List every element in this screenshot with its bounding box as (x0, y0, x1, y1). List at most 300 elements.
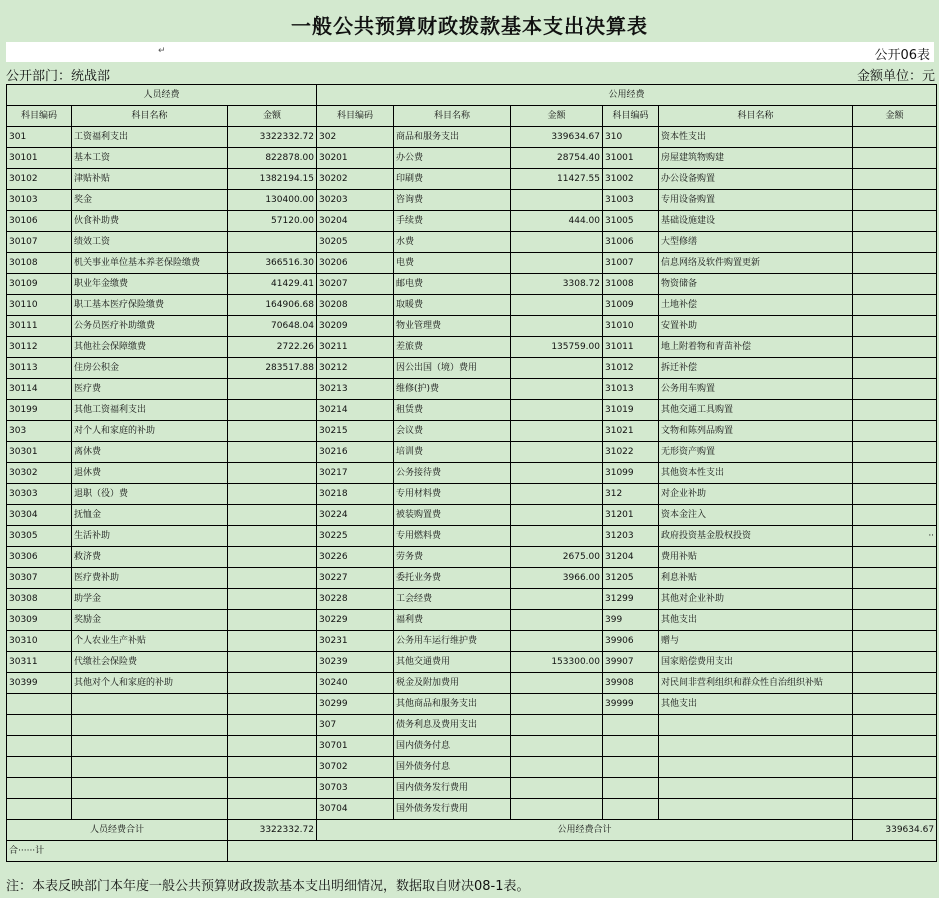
cell-amount (511, 610, 603, 631)
cell-code: 39908 (603, 673, 659, 694)
col-amount-header: 金额 (228, 106, 317, 127)
table-row (7, 421, 937, 442)
cell-name: 差旅费 (394, 337, 511, 358)
cell-amount (853, 589, 937, 610)
cell-code (7, 778, 72, 799)
table-row (7, 715, 937, 736)
cell-code: 30702 (317, 757, 394, 778)
cell-amount (853, 127, 937, 148)
cell-name: 专用燃料费 (394, 526, 511, 547)
cell-code: 30201 (317, 148, 394, 169)
cell-code: 30304 (7, 505, 72, 526)
cell-amount (228, 568, 317, 589)
cell-code: 30112 (7, 337, 72, 358)
cell-amount (511, 421, 603, 442)
cell-code: 30206 (317, 253, 394, 274)
table-row (7, 316, 937, 337)
cell-amount: 11427.55 (511, 169, 603, 190)
unit-label: 金额单位：元 (856, 69, 935, 84)
cell-amount (511, 190, 603, 211)
cell-amount (511, 505, 603, 526)
cell-amount (228, 652, 317, 673)
cell-code: 31001 (603, 148, 659, 169)
cell-name: 政府投资基金股权投资 (659, 526, 853, 547)
table-row (7, 505, 937, 526)
table-row (7, 400, 937, 421)
cell-amount (511, 778, 603, 799)
table-row (7, 274, 937, 295)
col-code-header: 科目编码 (7, 106, 72, 127)
cell-amount (228, 379, 317, 400)
table-row (7, 526, 937, 547)
cell-name: 文物和陈列品购置 (659, 421, 853, 442)
cell-code: 30216 (317, 442, 394, 463)
cell-name: 专用设备购置 (659, 190, 853, 211)
cell-name: 培训费 (394, 442, 511, 463)
cell-name (72, 757, 228, 778)
cell-code: 30239 (317, 652, 394, 673)
cell-name: 工会经费 (394, 589, 511, 610)
cell-code: 30212 (317, 358, 394, 379)
grand-total-value (228, 841, 937, 862)
cell-code: 30214 (317, 400, 394, 421)
cell-name: 咨询费 (394, 190, 511, 211)
cell-amount (228, 757, 317, 778)
cell-code: 30113 (7, 358, 72, 379)
cell-name: 无形资产购置 (659, 442, 853, 463)
cell-amount (228, 505, 317, 526)
table-row (7, 610, 937, 631)
cell-name: 物资储备 (659, 274, 853, 295)
cell-amount (228, 463, 317, 484)
cell-name: 其他交通工具购置 (659, 400, 853, 421)
cell-amount (228, 673, 317, 694)
table-row (7, 673, 937, 694)
cell-code: 30224 (317, 505, 394, 526)
cell-code: 31013 (603, 379, 659, 400)
cell-amount (511, 736, 603, 757)
cell-amount (853, 757, 937, 778)
cell-amount (853, 736, 937, 757)
cell-code (603, 715, 659, 736)
cell-name: 对企业补助 (659, 484, 853, 505)
cell-amount (511, 232, 603, 253)
cell-code: 30101 (7, 148, 72, 169)
cell-code: 30199 (7, 400, 72, 421)
cell-name: 会议费 (394, 421, 511, 442)
public-total-value: 339634.67 (853, 820, 937, 841)
cell-name: 救济费 (72, 547, 228, 568)
cell-amount (853, 715, 937, 736)
cell-name: 其他对个人和家庭的补助 (72, 673, 228, 694)
page-title: 一般公共预算财政拨款基本支出决算表 (291, 14, 648, 38)
cell-code: 31203 (603, 526, 659, 547)
cell-name: 公务接待费 (394, 463, 511, 484)
cell-code (7, 694, 72, 715)
cell-code: 30207 (317, 274, 394, 295)
col-code-header: 科目编码 (317, 106, 394, 127)
cell-amount: 2722.26 (228, 337, 317, 358)
public-header: 公用经费 (317, 85, 937, 106)
department-label: 公开部门：统战部 (6, 69, 111, 84)
cell-name: 奖励金 (72, 610, 228, 631)
cell-amount (853, 778, 937, 799)
public-total-label: 公用经费合计 (317, 820, 853, 841)
cell-amount (853, 673, 937, 694)
cell-name: 对民间非营利组织和群众性自治组织补贴 (659, 673, 853, 694)
cell-name: 邮电费 (394, 274, 511, 295)
cell-name: 助学金 (72, 589, 228, 610)
cell-code: 30240 (317, 673, 394, 694)
cell-code: 30704 (317, 799, 394, 820)
cell-code: 30309 (7, 610, 72, 631)
cell-amount: 822878.00 (228, 148, 317, 169)
cell-code: 307 (317, 715, 394, 736)
cell-name: 奖金 (72, 190, 228, 211)
cell-amount (853, 190, 937, 211)
cell-name: 手续费 (394, 211, 511, 232)
cell-amount (228, 631, 317, 652)
cell-code: 30103 (7, 190, 72, 211)
table-row (7, 379, 937, 400)
cell-code: 31002 (603, 169, 659, 190)
cell-code (603, 757, 659, 778)
cell-name (659, 715, 853, 736)
cell-name: 资本金注入 (659, 505, 853, 526)
cell-code: 31205 (603, 568, 659, 589)
cell-name: 拆迁补偿 (659, 358, 853, 379)
cell-code: 30114 (7, 379, 72, 400)
cell-name: 职工基本医疗保险缴费 (72, 295, 228, 316)
cell-amount (228, 694, 317, 715)
cell-amount (853, 652, 937, 673)
cell-amount (228, 715, 317, 736)
cell-name: 伙食补助费 (72, 211, 228, 232)
cell-name: 委托业务费 (394, 568, 511, 589)
cell-code: 30218 (317, 484, 394, 505)
cell-name: 利息补贴 (659, 568, 853, 589)
cell-amount: 164906.68 (228, 295, 317, 316)
cell-amount (853, 232, 937, 253)
cell-name (72, 778, 228, 799)
cell-amount (511, 526, 603, 547)
cell-name: 国家赔偿费用支出 (659, 652, 853, 673)
blank-band (6, 42, 934, 62)
cell-amount: 283517.88 (228, 358, 317, 379)
cell-amount (228, 589, 317, 610)
cell-code: 30204 (317, 211, 394, 232)
cell-code: 30108 (7, 253, 72, 274)
cell-name: 电费 (394, 253, 511, 274)
table-row (7, 694, 937, 715)
cell-name: 商品和服务支出 (394, 127, 511, 148)
cell-name (72, 694, 228, 715)
table-row (7, 295, 937, 316)
table-row (7, 358, 937, 379)
cell-code: 30227 (317, 568, 394, 589)
cell-code: 31201 (603, 505, 659, 526)
cell-name: 代缴社会保险费 (72, 652, 228, 673)
cell-name (659, 799, 853, 820)
cell-name: 退休费 (72, 463, 228, 484)
cell-amount: 135759.00 (511, 337, 603, 358)
cell-amount (511, 400, 603, 421)
cell-name: 工资福利支出 (72, 127, 228, 148)
cell-name: 津贴补贴 (72, 169, 228, 190)
cell-amount (853, 358, 937, 379)
table-row (7, 337, 937, 358)
cell-amount (853, 400, 937, 421)
cell-name: 医疗费补助 (72, 568, 228, 589)
cell-code (603, 799, 659, 820)
cell-code: 30703 (317, 778, 394, 799)
cell-amount (853, 379, 937, 400)
cell-code: 30226 (317, 547, 394, 568)
cell-amount: 444.00 (511, 211, 603, 232)
cell-name (72, 736, 228, 757)
cell-amount: 2675.00 (511, 547, 603, 568)
cell-name: 其他交通费用 (394, 652, 511, 673)
personnel-total-value: 3322332.72 (228, 820, 317, 841)
cell-code: 30225 (317, 526, 394, 547)
cell-amount (853, 610, 937, 631)
table-row (7, 190, 937, 211)
table-row (7, 232, 937, 253)
cell-amount (511, 589, 603, 610)
expenditure-table (6, 84, 937, 862)
table-row (7, 148, 937, 169)
cell-amount (228, 547, 317, 568)
cell-amount (853, 505, 937, 526)
cell-code: 30208 (317, 295, 394, 316)
cell-code: 30231 (317, 631, 394, 652)
cell-amount (853, 211, 937, 232)
cell-name: 办公设备购置 (659, 169, 853, 190)
cell-name: 水费 (394, 232, 511, 253)
cell-code: 31011 (603, 337, 659, 358)
cell-code: 30205 (317, 232, 394, 253)
cell-amount: 130400.00 (228, 190, 317, 211)
table-row (7, 778, 937, 799)
cell-code: 30303 (7, 484, 72, 505)
personnel-header: 人员经费 (7, 85, 317, 106)
cell-name: 国外债务付息 (394, 757, 511, 778)
col-name-header: 科目名称 (72, 106, 228, 127)
col-name-header: 科目名称 (394, 106, 511, 127)
cell-name: 基础设施建设 (659, 211, 853, 232)
cell-code: 31204 (603, 547, 659, 568)
form-number: 公开06表 (874, 48, 930, 63)
cell-code: 31005 (603, 211, 659, 232)
cell-name: 印刷费 (394, 169, 511, 190)
cell-code: 302 (317, 127, 394, 148)
cell-amount (511, 253, 603, 274)
cell-amount (511, 673, 603, 694)
cell-name (72, 715, 228, 736)
cell-code: 30217 (317, 463, 394, 484)
cell-code: 312 (603, 484, 659, 505)
cell-code: 31019 (603, 400, 659, 421)
cell-amount: 57120.00 (228, 211, 317, 232)
cell-amount (511, 715, 603, 736)
cell-amount (511, 295, 603, 316)
cell-code: 30111 (7, 316, 72, 337)
cell-code: 30102 (7, 169, 72, 190)
cell-name: 绩效工资 (72, 232, 228, 253)
cell-amount (853, 316, 937, 337)
cell-code: 39907 (603, 652, 659, 673)
cell-code: 30305 (7, 526, 72, 547)
cell-code: 30215 (317, 421, 394, 442)
cell-code: 30202 (317, 169, 394, 190)
cell-amount (228, 421, 317, 442)
cell-amount: 41429.41 (228, 274, 317, 295)
cell-name: 医疗费 (72, 379, 228, 400)
cell-amount (228, 232, 317, 253)
cell-name: 专用材料费 (394, 484, 511, 505)
grand-total-label: 合······计 (7, 841, 228, 862)
cell-name: 国内债务发行费用 (394, 778, 511, 799)
table-row (7, 736, 937, 757)
cell-code: 30307 (7, 568, 72, 589)
cell-amount (228, 526, 317, 547)
cell-code: 30107 (7, 232, 72, 253)
cell-amount (853, 421, 937, 442)
cell-name: 地上附着物和青苗补偿 (659, 337, 853, 358)
cell-amount (853, 169, 937, 190)
cell-name: 福利费 (394, 610, 511, 631)
cell-code: 30209 (317, 316, 394, 337)
cell-code (7, 715, 72, 736)
cell-name: 土地补偿 (659, 295, 853, 316)
cell-code (7, 799, 72, 820)
cell-amount (228, 442, 317, 463)
cell-name: 国外债务发行费用 (394, 799, 511, 820)
cell-code: 31010 (603, 316, 659, 337)
cell-code: 301 (7, 127, 72, 148)
cell-code: 31021 (603, 421, 659, 442)
cell-name: 离休费 (72, 442, 228, 463)
cell-code: 30110 (7, 295, 72, 316)
cell-amount (228, 799, 317, 820)
cell-amount (511, 757, 603, 778)
cell-name: 其他支出 (659, 610, 853, 631)
cell-name: 其他社会保障缴费 (72, 337, 228, 358)
cell-amount (853, 253, 937, 274)
col-name-header: 科目名称 (659, 106, 853, 127)
cell-amount (511, 316, 603, 337)
cell-amount: 1382194.15 (228, 169, 317, 190)
cell-name: 公务用车运行维护费 (394, 631, 511, 652)
cell-name: 住房公积金 (72, 358, 228, 379)
table-row (7, 547, 937, 568)
cell-amount (228, 778, 317, 799)
cell-amount (853, 295, 937, 316)
cell-name: 维修(护)费 (394, 379, 511, 400)
cell-amount (853, 484, 937, 505)
cell-code: 30311 (7, 652, 72, 673)
cell-name: 职业年金缴费 (72, 274, 228, 295)
cell-code: 30301 (7, 442, 72, 463)
cell-name: 房屋建筑物购建 (659, 148, 853, 169)
cell-name: 资本性支出 (659, 127, 853, 148)
cell-amount: 339634.67 (511, 127, 603, 148)
table-row (7, 652, 937, 673)
cell-code: 30308 (7, 589, 72, 610)
cell-code: 30228 (317, 589, 394, 610)
cell-amount (511, 631, 603, 652)
cell-amount: 3966.00 (511, 568, 603, 589)
cell-name: 物业管理费 (394, 316, 511, 337)
personnel-total-label: 人员经费合计 (7, 820, 228, 841)
cell-amount (853, 694, 937, 715)
table-row (7, 589, 937, 610)
cell-amount (228, 736, 317, 757)
cell-amount (853, 442, 937, 463)
cell-name: 其他资本性支出 (659, 463, 853, 484)
cell-name: 基本工资 (72, 148, 228, 169)
cell-amount (228, 610, 317, 631)
cell-code: 30203 (317, 190, 394, 211)
cell-amount: 3308.72 (511, 274, 603, 295)
cell-name (72, 799, 228, 820)
cell-name: 公务员医疗补助缴费 (72, 316, 228, 337)
footnote: 注：本表反映部门本年度一般公共预算财政拨款基本支出明细情况，数据取自财决08-1表。 (6, 879, 530, 894)
cell-amount (511, 694, 603, 715)
table-row (7, 631, 937, 652)
cell-name (659, 736, 853, 757)
cell-code: 31008 (603, 274, 659, 295)
cell-code: 31009 (603, 295, 659, 316)
cell-name: 赠与 (659, 631, 853, 652)
cell-amount (511, 799, 603, 820)
cell-amount (853, 337, 937, 358)
cell-name: 劳务费 (394, 547, 511, 568)
cell-code (603, 736, 659, 757)
cell-amount (853, 547, 937, 568)
cell-amount: 3322332.72 (228, 127, 317, 148)
cell-name: 债务利息及费用支出 (394, 715, 511, 736)
col-amount-header: 金额 (853, 106, 937, 127)
cell-code: 31007 (603, 253, 659, 274)
cell-code (603, 778, 659, 799)
cell-code: 399 (603, 610, 659, 631)
col-code-header: 科目编码 (603, 106, 659, 127)
cell-name: 取暖费 (394, 295, 511, 316)
cell-code: 30399 (7, 673, 72, 694)
cell-name: 个人农业生产补贴 (72, 631, 228, 652)
cell-code: 30213 (317, 379, 394, 400)
cell-amount (853, 568, 937, 589)
cell-name: 机关事业单位基本养老保险缴费 (72, 253, 228, 274)
col-amount-header: 金额 (511, 106, 603, 127)
cell-code: 310 (603, 127, 659, 148)
cell-code (7, 757, 72, 778)
cell-name: 抚恤金 (72, 505, 228, 526)
cell-code: 30106 (7, 211, 72, 232)
cell-name: 公务用车购置 (659, 379, 853, 400)
table-row (7, 442, 937, 463)
cell-name: 办公费 (394, 148, 511, 169)
cell-amount (511, 442, 603, 463)
cell-name: 其他对企业补助 (659, 589, 853, 610)
table-row (7, 799, 937, 820)
cell-name: 租赁费 (394, 400, 511, 421)
cell-amount (853, 463, 937, 484)
cell-amount (511, 379, 603, 400)
cell-amount: ·· (853, 526, 937, 547)
cell-code: 31006 (603, 232, 659, 253)
